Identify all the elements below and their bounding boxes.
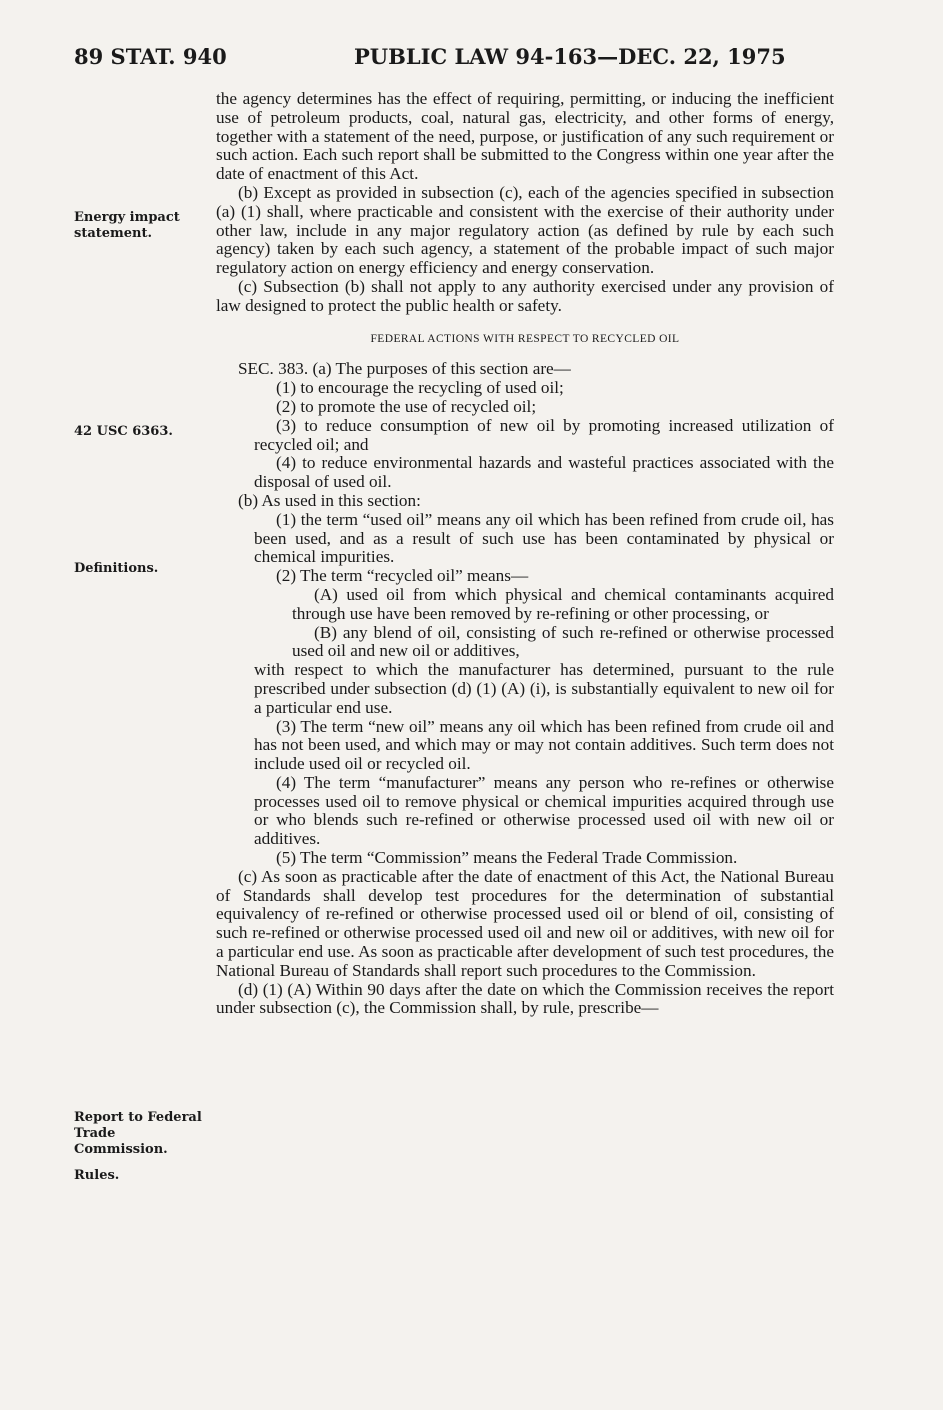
- margin-note-rules: Rules.: [74, 1168, 120, 1183]
- stat-page-number: 89 STAT. 940: [74, 44, 227, 69]
- paragraph-report-ftc: (c) As soon as practicable after the date of enactment of this Act, the National Bureau of Standards shall develop test procedures for the determination of substantial equivalency of re-refined or otherwise processed used oil or blend of oil, consisting of such re-refined or otherwise processed used oil and new oil or additives, with new oil for a particular end use. As soon as practicable after development of such test procedures, the National Bureau of Standards shall report such procedures to the Commission.: [216, 866, 834, 980]
- margin-note-report-ftc: Report to Federal Trade Commission.: [74, 1110, 202, 1157]
- margin-note-usc: 42 USC 6363.: [74, 424, 173, 439]
- list-item: (2) to promote the use of recycled oil;: [276, 396, 537, 416]
- definition-item: (3) The term “new oil” means any oil which has been refined from crude oil and has not been used, and which may or may not contain additives. Such term does not include used oil or recycled oil.: [254, 716, 834, 774]
- list-item: (3) to reduce consumption of new oil by promoting increased utilization of recycled oil; and: [254, 415, 834, 454]
- definition-item: (5) The term “Commission” means the Federal Trade Commission.: [276, 848, 738, 868]
- statute-body: [216, 90, 834, 1018]
- margin-note-energy-impact: Energy impact statement.: [74, 210, 180, 241]
- paragraph-definitions: (b) As used in this section:: [238, 490, 421, 510]
- definition-subitem: (B) any blend of oil, consisting of such re-refined or otherwise processed used oil and new oil or additives,: [292, 622, 834, 661]
- definition-continuation: with respect to which the manufacturer has determined, pursuant to the rule prescribed under subsection (d) (1) (A) (i), is substantially equivalent to new oil for a particular end use.: [254, 660, 834, 717]
- list-item: (1) to encourage the recycling of used oil;: [276, 378, 564, 398]
- paragraph: (c) Subsection (b) shall not apply to any authority exercised under any provision of law designed to protect the public health or safety.: [216, 276, 834, 315]
- definition-item: (1) the term “used oil” means any oil which has been refined from crude oil, has been used, and as a result of such use has been contaminated by physical or chemical impurities.: [254, 509, 834, 567]
- section-start: SEC. 383. (a) The purposes of this section are—: [238, 359, 571, 379]
- margin-note-definitions: Definitions.: [74, 561, 159, 576]
- paragraph: the agency determines has the effect of requiring, permitting, or inducing the inefficient use of petroleum products, coal, natural gas, electricity, and other forms of energy, together with a statement of the need, purpose, or justification of any such requirement or such action. Each such report shall be submitted to the Congress within one year after the date of enactment of this Act.: [216, 89, 834, 184]
- definition-item: (4) The term “manufacturer” means any person who re-refines or otherwise processes used oil to remove physical or chemical impurities acquired through use or who blends such re-refined or otherwise processed used oil with new oil or additives.: [254, 772, 834, 849]
- paragraph-energy-impact: (b) Except as provided in subsection (c), each of the agencies specified in subsection (a) (1) shall, where practicable and consistent with the exercise of their authority under other law, include in any major regulatory action (as defined by rule by each such agency) taken by each such agency, a statement of the probable impact of such major regulatory action on energy efficiency and energy conservation.: [216, 182, 834, 278]
- paragraph-rules: (d) (1) (A) Within 90 days after the date on which the Commission receives the report under subsection (c), the Commission shall, by rule, prescribe—: [216, 979, 834, 1018]
- definition-subitem: (A) used oil from which physical and chemical contaminants acquired through use have been removed by re-refining or other processing, or: [292, 584, 834, 623]
- page-header: [74, 44, 833, 70]
- section-heading: FEDERAL ACTIONS WITH RESPECT TO RECYCLED OIL: [370, 332, 680, 345]
- list-item: (4) to reduce environmental hazards and wasteful practices associated with the disposal of used oil.: [254, 453, 834, 492]
- definition-item: (2) The term “recycled oil” means—: [276, 566, 529, 586]
- running-head: PUBLIC LAW 94-163—DEC. 22, 1975: [354, 44, 786, 69]
